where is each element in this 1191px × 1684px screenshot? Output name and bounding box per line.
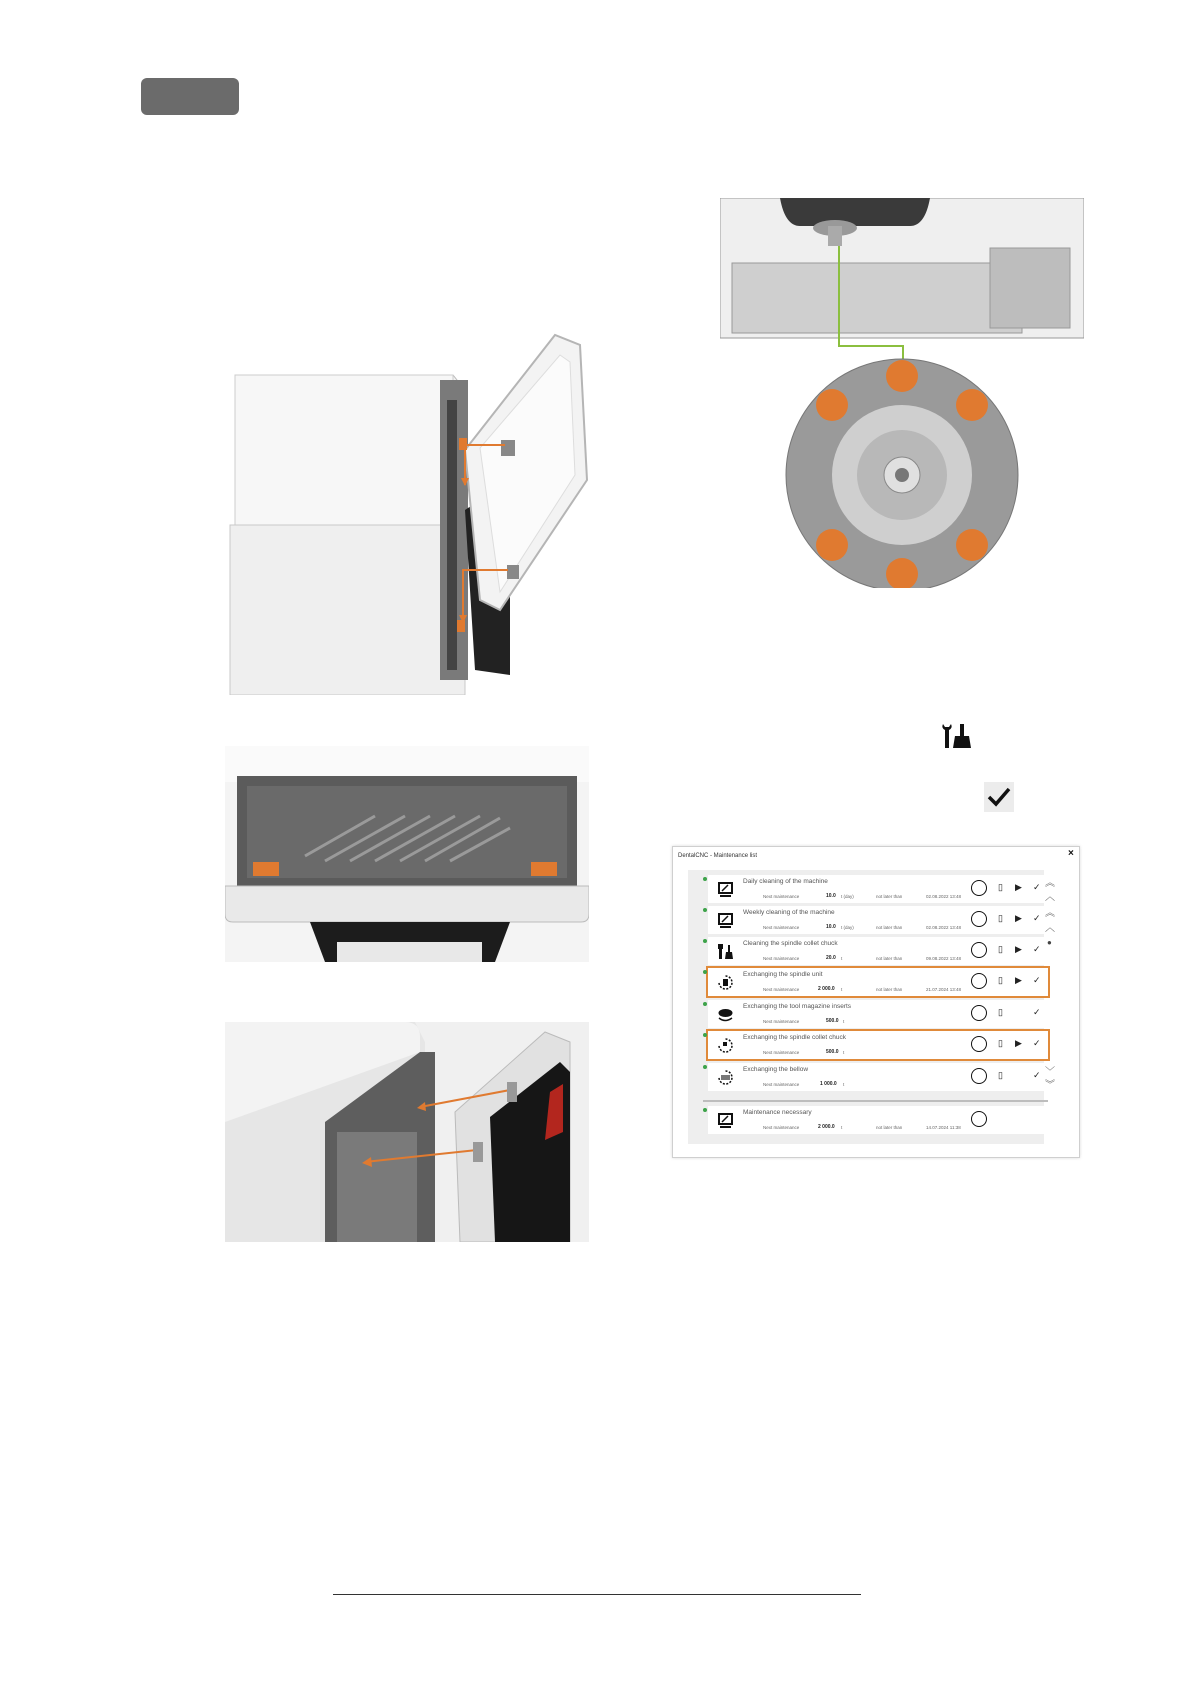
item-unit: t	[841, 1125, 843, 1130]
next-label: Next maintenance	[763, 956, 800, 961]
play-icon[interactable]: ▶	[1015, 882, 1022, 892]
item-unit: t	[843, 1082, 845, 1087]
monitor-clean-icon	[717, 1112, 734, 1129]
magazine-exchange-icon	[717, 1006, 734, 1023]
next-label: Next maintenance	[763, 1125, 800, 1130]
item-unit: t (day)	[841, 925, 854, 930]
item-date: 02.08.2022 13:48	[926, 925, 962, 930]
item-title: Exchanging the bellow	[743, 1066, 809, 1073]
list-item[interactable]	[708, 1063, 1048, 1091]
check-icon[interactable]: ✓	[1033, 1007, 1041, 1017]
dialog-title: DentalCNC - Maintenance list	[678, 853, 758, 859]
monitor-clean-icon	[717, 881, 734, 898]
item-value: 2 000.0	[818, 986, 835, 992]
next-label: Next maintenance	[763, 894, 800, 899]
status-circle[interactable]	[971, 911, 987, 927]
status-dot	[703, 877, 707, 881]
list-item[interactable]	[708, 875, 1048, 903]
figure-spindle-collet	[720, 198, 1084, 588]
copy-icon[interactable]: ▯	[998, 882, 1003, 892]
status-dot	[703, 970, 707, 974]
item-date: 21.07.2024 13:48	[926, 987, 962, 992]
next-label: Next maintenance	[763, 925, 800, 930]
scroll-down-icon[interactable]: ﹀	[1045, 1067, 1055, 1078]
item-title: Exchanging the spindle collet chuck	[743, 1034, 846, 1041]
item-value: 2 000.0	[818, 1124, 835, 1130]
item-date: 09.08.2022 13:48	[926, 956, 962, 961]
copy-icon[interactable]: ▯	[998, 913, 1003, 923]
tool-brush-icon	[717, 943, 734, 960]
late-label: not later than	[876, 894, 903, 899]
divider	[703, 1100, 1048, 1102]
spindle-exchange-icon	[717, 974, 734, 991]
item-title: Exchanging the tool magazine inserts	[743, 1003, 852, 1010]
status-circle[interactable]	[971, 1068, 987, 1084]
late-label: not later than	[876, 1125, 903, 1130]
item-unit: t	[841, 956, 843, 961]
section-tag	[141, 78, 239, 115]
figure-front-grille	[225, 746, 589, 962]
status-circle[interactable]	[971, 973, 987, 989]
next-label: Next maintenance	[763, 987, 800, 992]
status-circle[interactable]	[971, 880, 987, 896]
copy-icon[interactable]: ▯	[998, 1007, 1003, 1017]
item-value: 10.0	[826, 924, 836, 930]
item-title: Exchanging the spindle unit	[743, 971, 823, 978]
item-date: 02.08.2022 13:48	[926, 894, 962, 899]
scroll-step-up-icon[interactable]: ︿	[1045, 923, 1055, 934]
status-circle[interactable]	[971, 942, 987, 958]
tool-brush-icon	[940, 722, 974, 750]
list-item[interactable]	[708, 1106, 1048, 1134]
copy-icon[interactable]: ▯	[998, 1038, 1003, 1048]
item-value: 500.0	[826, 1018, 839, 1024]
check-icon[interactable]: ✓	[1033, 882, 1041, 892]
item-value: 10.0	[826, 893, 836, 899]
bellow-exchange-icon	[717, 1069, 734, 1086]
collet-exchange-icon	[717, 1037, 734, 1054]
status-dot	[703, 1108, 707, 1112]
item-date: 14.07.2024 11:38	[926, 1125, 961, 1130]
item-title: Cleaning the spindle collet chuck	[743, 940, 838, 947]
copy-icon[interactable]: ▯	[998, 1070, 1003, 1080]
scroll-page-up-icon[interactable]: ︽	[1045, 908, 1055, 919]
item-title: Daily cleaning of the machine	[743, 878, 828, 885]
check-icon[interactable]: ✓	[1033, 913, 1041, 923]
list-item[interactable]	[708, 906, 1048, 934]
check-icon[interactable]: ✓	[1033, 1038, 1041, 1048]
late-label: not later than	[876, 925, 903, 930]
copy-icon[interactable]: ▯	[998, 975, 1003, 985]
status-dot	[703, 1033, 707, 1037]
monitor-clean-icon	[717, 912, 734, 929]
next-label: Next maintenance	[763, 1050, 800, 1055]
scroll-top-icon[interactable]: ︽	[1045, 878, 1055, 889]
list-item[interactable]	[708, 968, 1048, 996]
checkmark-icon	[984, 782, 1014, 812]
close-button[interactable]: ×	[1068, 848, 1074, 859]
list-item[interactable]	[708, 1031, 1048, 1059]
item-value: 20.0	[826, 955, 836, 961]
status-dot	[703, 908, 707, 912]
list-item[interactable]	[708, 937, 1048, 965]
status-dot	[703, 939, 707, 943]
next-label: Next maintenance	[763, 1082, 800, 1087]
item-unit: t	[843, 1050, 845, 1055]
figure-door-hinge	[225, 1022, 589, 1242]
next-label: Next maintenance	[763, 1019, 800, 1024]
figure-door-open	[225, 330, 595, 695]
copy-icon[interactable]: ▯	[998, 944, 1003, 954]
item-unit: t	[843, 1019, 845, 1024]
footer-divider	[333, 1594, 861, 1595]
item-title: Weekly cleaning of the machine	[743, 909, 835, 916]
play-icon[interactable]: ▶	[1015, 1038, 1022, 1048]
scroll-up-icon[interactable]: ︿	[1045, 892, 1055, 903]
item-value: 500.0	[826, 1049, 839, 1055]
maintenance-list	[688, 870, 1044, 1144]
list-item[interactable]	[708, 1000, 1048, 1028]
item-unit: t (day)	[841, 894, 854, 899]
late-label: not later than	[876, 956, 903, 961]
item-title: Maintenance necessary	[743, 1109, 812, 1116]
status-circle[interactable]	[971, 1036, 987, 1052]
check-icon[interactable]: ✓	[1033, 1070, 1041, 1080]
maintenance-dialog	[672, 846, 1080, 1158]
check-icon[interactable]: ✓	[1033, 944, 1041, 954]
item-value: 1 000.0	[820, 1081, 837, 1087]
late-label: not later than	[876, 987, 903, 992]
play-icon[interactable]: ▶	[1015, 913, 1022, 923]
item-unit: t	[841, 987, 843, 992]
scroll-bottom-icon[interactable]: ︾	[1045, 1080, 1055, 1091]
scroll-position-icon[interactable]: ●	[1047, 938, 1052, 947]
status-dot	[703, 1065, 707, 1069]
status-circle[interactable]	[971, 1005, 987, 1021]
play-icon[interactable]: ▶	[1015, 975, 1022, 985]
play-icon[interactable]: ▶	[1015, 944, 1022, 954]
check-icon[interactable]: ✓	[1033, 975, 1041, 985]
status-dot	[703, 1002, 707, 1006]
status-circle[interactable]	[971, 1111, 987, 1127]
